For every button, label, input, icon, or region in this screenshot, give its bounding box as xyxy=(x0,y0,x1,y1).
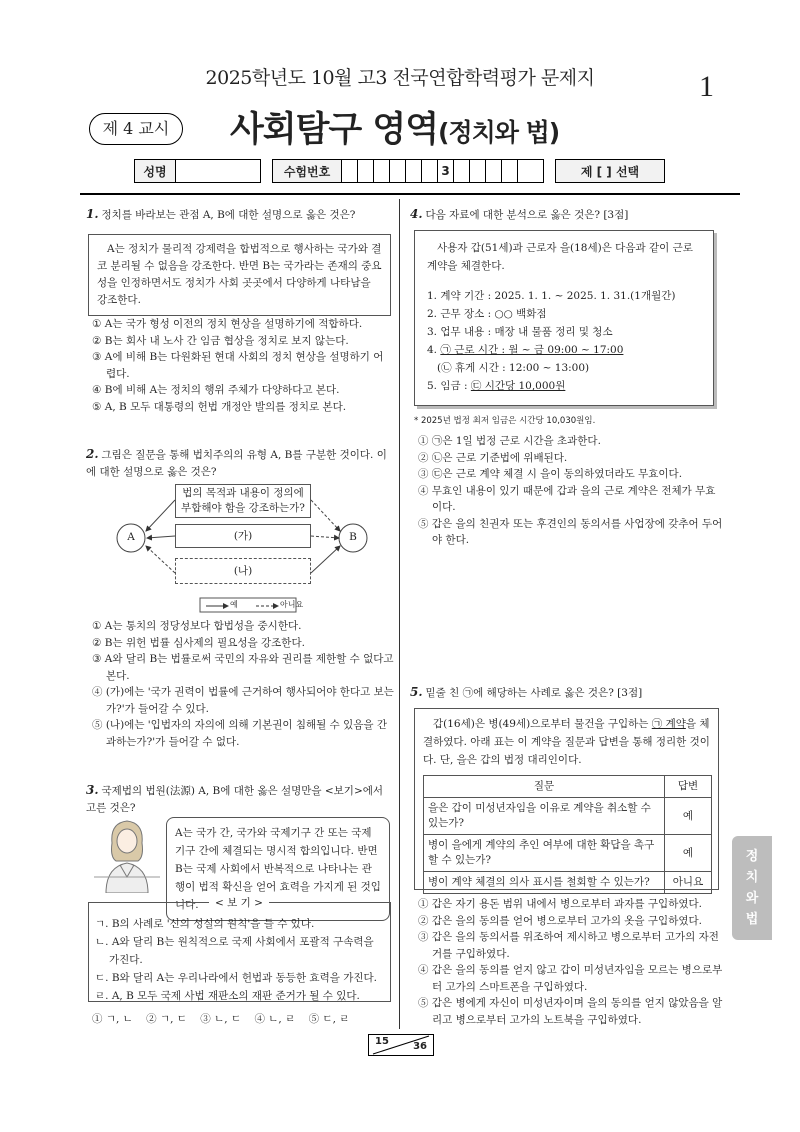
q5-table-question: 을은 갑이 미성년자임을 이유로 계약을 취소할 수 있는가? xyxy=(424,798,665,835)
table-row xyxy=(424,798,712,835)
page-counter xyxy=(368,1034,434,1056)
q2-number: 2. xyxy=(86,447,99,461)
page-number: 1 xyxy=(699,70,714,103)
q4-option-2[interactable]: ② ㉡은 근로 기준법에 위배된다. xyxy=(418,451,568,464)
q1-stem xyxy=(86,206,391,224)
q5-option-3[interactable]: ③ 갑은 을의 동의서를 위조하여 제시하고 병으로부터 고가의 자전거를 구입하였다. xyxy=(418,931,719,960)
column-divider xyxy=(399,199,400,1029)
q4-stem xyxy=(410,206,730,224)
q4-intro: 사용자 갑(51세)과 근로자 을(18세)은 다음과 같이 근로 계약을 체결한다. xyxy=(427,242,693,272)
q2-options xyxy=(92,618,394,750)
q2-option-1[interactable]: ① A는 통치의 정당성보다 합법성을 중시한다. xyxy=(92,620,302,632)
q5-stem-text: 밑줄 친 ㉠에 해당하는 사례로 옳은 것은? [3점] xyxy=(425,687,643,699)
q4-number: 4. xyxy=(410,207,423,221)
q2-stem xyxy=(86,446,394,481)
q4-option-1[interactable]: ① ㉠은 1일 법정 근로 시간을 초과한다. xyxy=(418,435,601,447)
q4-options xyxy=(418,433,724,549)
page-current: 15 xyxy=(375,1036,389,1047)
exam-title: 2025학년도 10월 고3 전국연합학력평가 문제지 xyxy=(205,67,595,89)
q2-diagram xyxy=(88,478,393,616)
exam-number-cell[interactable] xyxy=(470,160,486,182)
q2-node-a: A xyxy=(127,531,135,543)
exam-number-cell[interactable] xyxy=(342,160,358,182)
name-field[interactable] xyxy=(176,160,260,182)
q4-item-4 xyxy=(427,341,701,359)
q3-bogi-box xyxy=(88,897,391,1002)
q3-bogi-title: < 보 기 > xyxy=(209,895,269,912)
q4-option-3[interactable]: ③ ㉢은 근로 계약 체결 시 을이 동의하였더라도 무효이다. xyxy=(418,468,683,480)
q4-option-4[interactable]: ④ 무효인 내용이 있기 때문에 갑과 을의 근로 계약은 전체가 무효이다. xyxy=(418,484,716,513)
q2-option-2[interactable]: ② B는 위헌 법률 심사제의 필요성을 강조한다. xyxy=(92,636,305,649)
side-tab-char: 와 xyxy=(745,891,759,906)
exam-number-label: 수험번호 xyxy=(273,160,342,182)
q5-table-head-question: 질문 xyxy=(424,776,665,798)
q2-node-b: B xyxy=(349,531,357,543)
q4-item-4-prefix: 4. xyxy=(427,344,441,356)
exam-number-digit: 3 xyxy=(438,160,454,182)
side-tab-char: 치 xyxy=(745,870,759,885)
exam-number-cell[interactable] xyxy=(406,160,422,182)
subject-title xyxy=(230,102,559,152)
exam-number-box xyxy=(272,159,544,183)
q5-option-4[interactable]: ④ 갑은 을의 동의를 얻지 않고 갑이 미성년자임을 모르는 병으로부터 고가의 스마트폰을 구입하였다. xyxy=(418,964,723,993)
q5-table-head-answer: 답변 xyxy=(665,776,712,798)
q1-option-2[interactable]: ② B는 회사 내 노사 간 임금 협상을 정치로 보지 않는다. xyxy=(92,334,349,347)
exam-number-cell[interactable] xyxy=(390,160,406,182)
q4-mark-c: ㉢ 시간당 10,000원 xyxy=(470,380,566,392)
side-tab-char: 정 xyxy=(745,849,759,864)
q1-option-1[interactable]: ① A는 국가 형성 이전의 정치 현상을 설명하기에 적합하다. xyxy=(92,318,363,330)
exam-number-cell[interactable] xyxy=(374,160,390,182)
q5-options xyxy=(418,896,724,1028)
q3-bogi-2: ㄴ. A와 달리 B는 원칙적으로 국제 사회에서 포괄적 구속력을 가진다. xyxy=(95,936,374,966)
q5-passage-a: 갑(16세)은 병(49세)으로부터 물건을 구입하는 xyxy=(433,718,652,730)
q4-item-3: 3. 업무 내용 : 매장 내 물품 정리 및 청소 xyxy=(427,326,613,338)
q3-stem xyxy=(86,782,394,817)
q1-passage: A는 정치가 물리적 강제력을 합법적으로 행사하는 국가와 결코 분리될 수 없음을 강조한다. 반면 B는 국가라는 존재의 중요성을 인정하면서도 정치가 사회 곳곳에서 다양하게 나타남을 강조한다. xyxy=(88,234,391,316)
q2-option-5[interactable]: ⑤ (나)에는 '입법자의 자의에 의해 기본권이 침해될 수 있음을 간과하는가?'가 들어갈 수 없다. xyxy=(92,719,388,748)
subject-sub: (정치와 법) xyxy=(438,118,560,147)
q2-legend-no: 아니요 xyxy=(280,600,304,609)
q5-table-answer: 예 xyxy=(665,798,712,835)
table-row xyxy=(424,835,712,872)
q3-bogi-4: ㄹ. A, B 모두 국제 사법 재판소의 재판 준거가 될 수 있다. xyxy=(95,990,360,1002)
q5-passage-box xyxy=(414,708,719,890)
name-label: 성명 xyxy=(135,160,176,182)
exam-number-cell[interactable] xyxy=(486,160,502,182)
q5-stem xyxy=(410,684,730,702)
exam-number-cell[interactable] xyxy=(502,160,518,182)
q5-option-1[interactable]: ① 갑은 자기 용돈 범위 내에서 병으로부터 과자를 구입하였다. xyxy=(418,898,702,910)
q1-option-4[interactable]: ④ B에 비해 A는 정치의 행위 주체가 다양하다고 본다. xyxy=(92,384,340,396)
header-rule xyxy=(80,193,740,195)
q2-question-box: 법의 목적과 내용이 정의에 부합해야 함을 강조하는가? xyxy=(175,484,311,518)
q5-number: 5. xyxy=(410,685,423,699)
q4-footnote: * 2025년 법정 최저 임금은 시간당 10,030원임. xyxy=(414,416,596,426)
teacher-illustration xyxy=(92,815,162,893)
q4-item-5-prefix: 5. 임금 : xyxy=(427,380,471,392)
q3-number: 3. xyxy=(86,783,99,797)
q5-mark-a: ㉠ 계약 xyxy=(651,718,686,730)
q4-contract-box xyxy=(414,230,714,406)
select-box xyxy=(555,159,665,183)
q5-passage xyxy=(423,715,710,769)
q4-item-5 xyxy=(427,377,701,395)
q4-option-5[interactable]: ⑤ 갑은 을의 친권자 또는 후견인의 동의서를 사업장에 갖추어 두어야 한다. xyxy=(418,517,723,546)
q4-item-2: 2. 근무 장소 : ○○ 백화점 xyxy=(427,308,547,320)
q1-number: 1. xyxy=(86,207,99,221)
page-total: 36 xyxy=(413,1041,427,1052)
q2-option-3[interactable]: ③ A와 달리 B는 법률로써 국민의 자유와 권리를 제한할 수 없다고 본다. xyxy=(92,653,394,682)
side-tab-char: 법 xyxy=(745,912,759,927)
q3-options[interactable]: ① ㄱ, ㄴ ② ㄱ, ㄷ ③ ㄴ, ㄷ ④ ㄴ, ㄹ ⑤ ㄷ, ㄹ xyxy=(92,1013,350,1025)
q1-stem-text: 정치를 바라보는 관점 A, B에 대한 설명으로 옳은 것은? xyxy=(101,209,356,221)
q3-bogi-1: ㄱ. B의 사례로 '신의 성실의 원칙'을 들 수 있다. xyxy=(95,918,315,930)
subject-side-tab xyxy=(732,836,772,940)
q5-option-2[interactable]: ② 갑은 을의 동의를 얻어 병으로부터 고가의 옷을 구입하였다. xyxy=(418,914,702,927)
q5-table-answer: 아니요 xyxy=(665,872,712,894)
q5-table xyxy=(423,775,712,894)
q2-box-ga: (가) xyxy=(175,524,311,548)
q4-item-1: 1. 계약 기간 : 2025. 1. 1. ~ 2025. 1. 31.(1개월간) xyxy=(427,290,676,302)
q5-table-answer: 예 xyxy=(665,835,712,872)
q3-bogi-3: ㄷ. B와 달리 A는 우리나라에서 헌법과 동등한 효력을 가진다. xyxy=(95,972,377,984)
subject-main: 사회탐구 영역 xyxy=(230,110,439,150)
q2-legend-yes: 예 xyxy=(230,600,238,609)
q5-option-5[interactable]: ⑤ 갑은 병에게 자신이 미성년자이며 을의 동의를 얻지 않았음을 알리고 병으로부터 고가의 노트북을 구입하였다. xyxy=(418,997,723,1026)
q2-box-na: (나) xyxy=(175,558,311,584)
table-row xyxy=(424,872,712,894)
q4-stem-text: 다음 자료에 대한 분석으로 옳은 것은? [3점] xyxy=(425,209,629,221)
q1-option-5[interactable]: ⑤ A, B 모두 대통령의 헌법 개정안 발의를 정치로 본다. xyxy=(92,400,347,413)
q1-options xyxy=(92,316,392,415)
q1-option-3[interactable]: ③ A에 비해 B는 다원화된 현대 사회의 정치 현상을 설명하기 어렵다. xyxy=(92,351,384,380)
session-label: 제 4 교시 xyxy=(89,113,183,145)
q5-table-question: 병이 을에게 계약의 추인 여부에 대한 확답을 촉구할 수 있는가? xyxy=(424,835,665,872)
q2-stem-text: 그림은 질문을 통해 법치주의의 유형 A, B를 구분한 것이다. 이에 대한 설명으로 옳은 것은? xyxy=(86,449,387,478)
exam-number-cell[interactable] xyxy=(518,160,543,182)
exam-number-cell[interactable] xyxy=(454,160,470,182)
name-box xyxy=(134,159,261,183)
q4-item-4b: (㉡ 휴게 시간 : 12:00 ~ 13:00) xyxy=(437,362,590,374)
q5-passage-b: 을 체결하였다. 아래 표는 이 계약을 질문과 답변을 통해 정리한 것이다. 단, 을은 갑의 법정 대리인이다. xyxy=(423,718,710,766)
q4-mark-a: ㉠ 근로 시간 : 월 ~ 금 09:00 ~ 17:00 xyxy=(440,344,624,356)
q5-table-question: 병이 계약 체결의 의사 표시를 철회할 수 있는가? xyxy=(424,872,665,894)
exam-number-cell[interactable] xyxy=(358,160,374,182)
q3-stem-text: 국제법의 법원(法源) A, B에 대한 옳은 설명만을 <보기>에서 고른 것은? xyxy=(86,785,384,814)
q2-option-4[interactable]: ④ (가)에는 '국가 권력이 법률에 근거하여 행사되어야 한다고 보는가?'가 들어갈 수 있다. xyxy=(92,686,394,715)
exam-number-cell[interactable] xyxy=(422,160,438,182)
select-label: 제 [ ] 선택 xyxy=(556,160,664,182)
q3-speech-bubble: A는 국가 간, 국가와 국제기구 간 또는 국제기구 간에 체결되는 명시적 합의입니다. 반면 B는 국제 사회에서 반복적으로 나타나는 관행이 법적 확신을 얻어 효력을 가지게 된 것입니다. xyxy=(166,817,390,921)
